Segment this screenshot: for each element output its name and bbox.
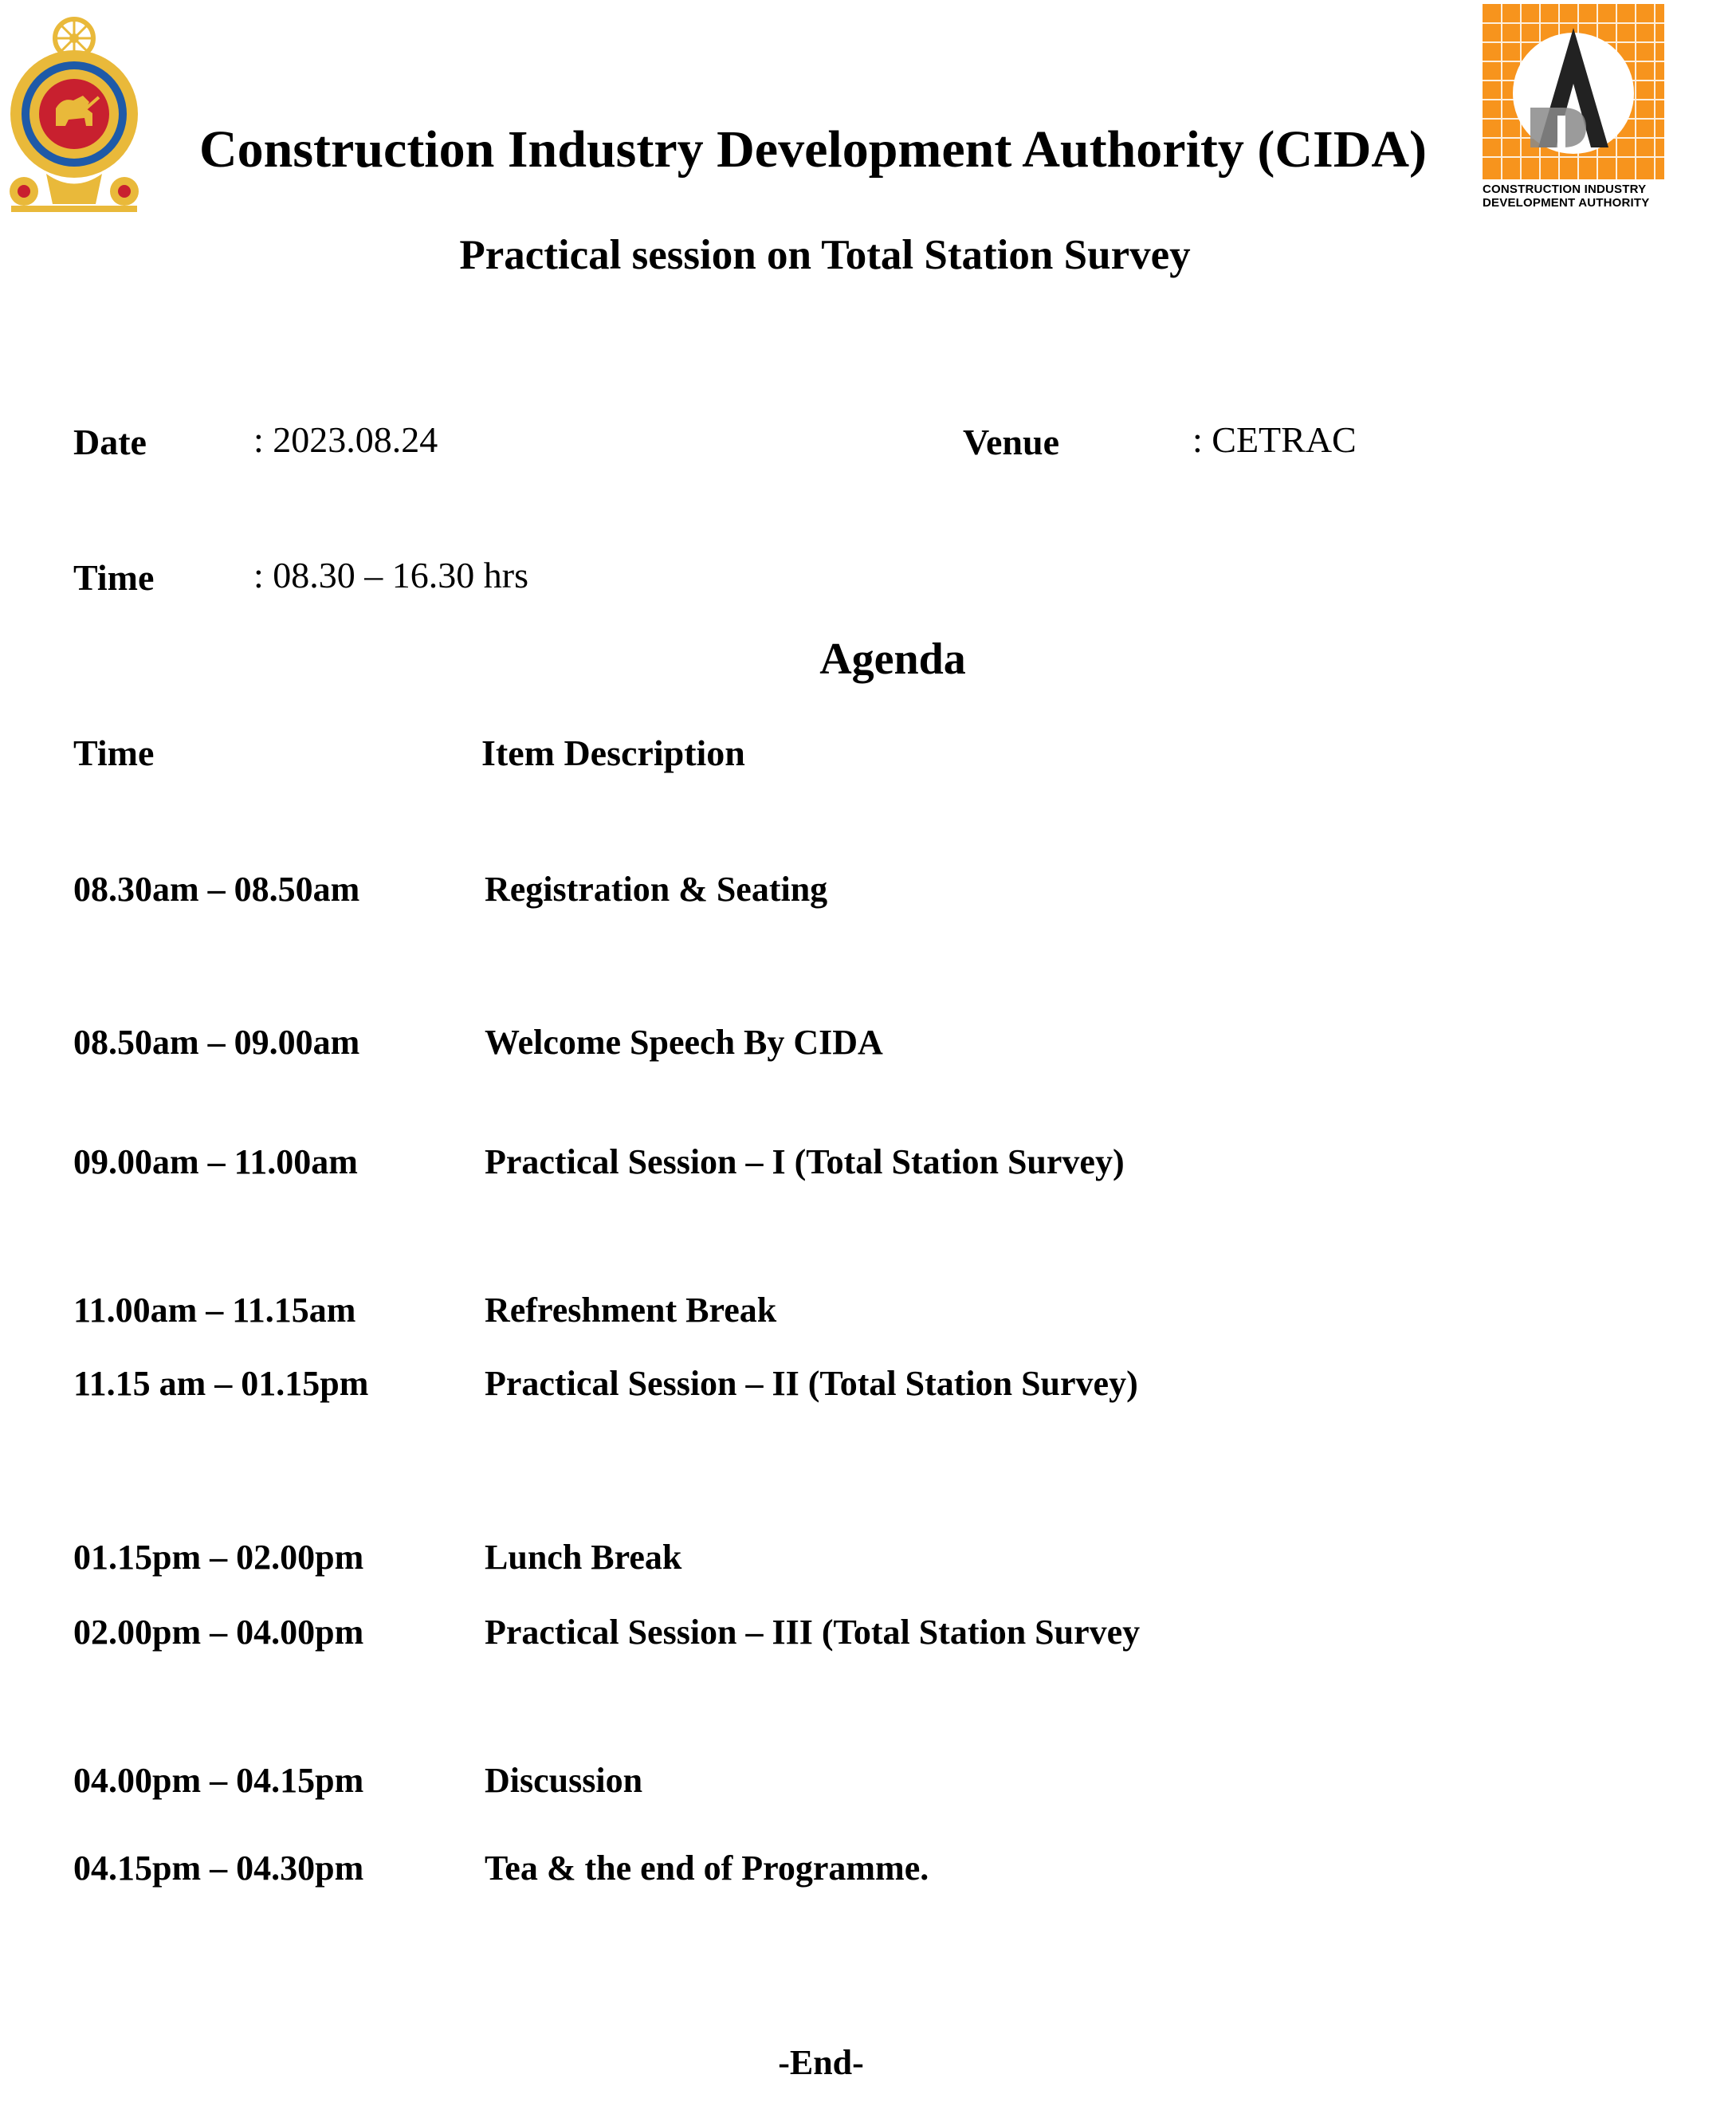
- logo-text-line1: CONSTRUCTION INDUSTRY: [1483, 183, 1647, 196]
- agenda-row-time: 08.30am – 08.50am: [73, 870, 360, 909]
- national-emblem-logo: [6, 14, 142, 214]
- agenda-row-description: Practical Session – II (Total Station Survey): [485, 1364, 1138, 1403]
- agenda-row-time: 09.00am – 11.00am: [73, 1142, 358, 1181]
- agenda-row-time: 11.15 am – 01.15pm: [73, 1364, 369, 1403]
- column-header-description: Item Description: [481, 733, 745, 773]
- venue-value: : CETRAC: [1192, 419, 1357, 460]
- agenda-row-description: Tea & the end of Programme.: [485, 1849, 929, 1888]
- venue-label: Venue: [963, 422, 1059, 462]
- date-value: : 2023.08.24: [253, 419, 438, 460]
- end-marker: -End-: [778, 2043, 864, 2082]
- agenda-row-time: 04.15pm – 04.30pm: [73, 1849, 364, 1888]
- agenda-row-description: Practical Session – I (Total Station Survey): [485, 1142, 1125, 1181]
- agenda-row-time: 02.00pm – 04.00pm: [73, 1613, 364, 1652]
- agenda-row-description: Welcome Speech By CIDA: [485, 1023, 883, 1062]
- agenda-heading: Agenda: [819, 635, 966, 684]
- organization-title: Construction Industry Development Authority (CIDA): [199, 120, 1428, 179]
- date-label: Date: [73, 422, 147, 462]
- agenda-row-description: Registration & Seating: [485, 870, 828, 909]
- agenda-row-time: 11.00am – 11.15am: [73, 1291, 356, 1330]
- cida-logo-mark: [1483, 4, 1664, 213]
- cida-logo: [1483, 4, 1664, 213]
- agenda-row-time: 08.50am – 09.00am: [73, 1023, 360, 1062]
- logo-text-line2: DEVELOPMENT AUTHORITY: [1483, 196, 1650, 210]
- agenda-row-description: Practical Session – III (Total Station Survey: [485, 1613, 1141, 1652]
- agenda-row-time: 01.15pm – 02.00pm: [73, 1538, 364, 1577]
- agenda-row-description: Discussion: [485, 1761, 643, 1800]
- time-label: Time: [73, 557, 155, 598]
- agenda-row-description: Refreshment Break: [485, 1291, 777, 1330]
- agenda-row-time: 04.00pm – 04.15pm: [73, 1761, 364, 1800]
- document-subtitle: Practical session on Total Station Survey: [459, 232, 1191, 278]
- column-header-time: Time: [73, 733, 155, 773]
- time-value: : 08.30 – 16.30 hrs: [253, 555, 528, 595]
- agenda-row-description: Lunch Break: [485, 1538, 682, 1577]
